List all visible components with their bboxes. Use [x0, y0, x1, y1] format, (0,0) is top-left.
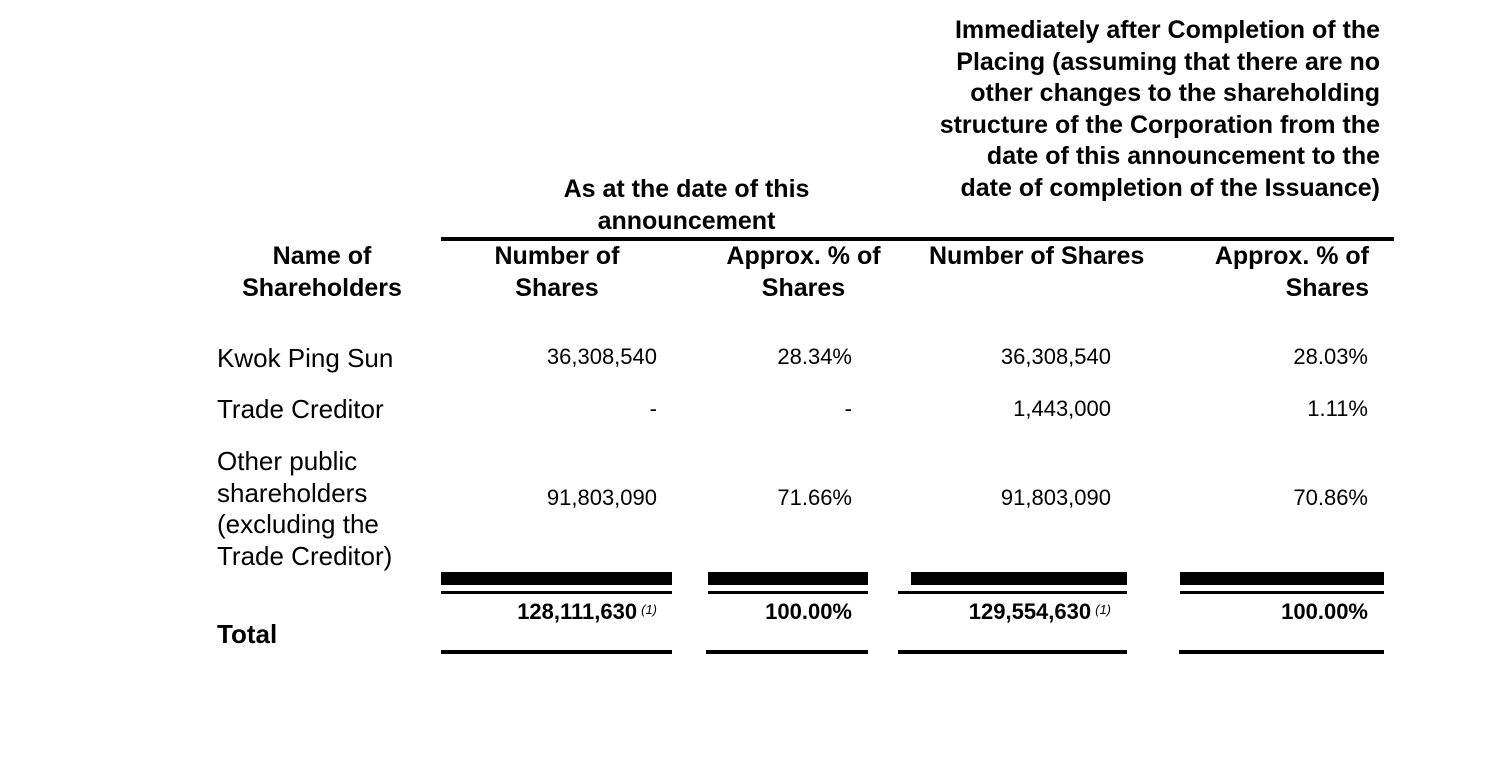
- total-top-rule: [441, 591, 672, 594]
- shares-cell-1: 36,308,540: [546, 344, 657, 369]
- footnote-marker: (1): [641, 602, 657, 617]
- shares-cell-2: 1,443,000: [1013, 396, 1111, 421]
- shares-cell-2: 91,803,090: [1000, 485, 1111, 510]
- pct-cell-2: 1.11%: [1307, 396, 1368, 421]
- total-separator-bar: [441, 572, 672, 585]
- shares-cell-2: 36,308,540: [1000, 344, 1111, 369]
- total-bottom-rule: [441, 650, 672, 654]
- total-bottom-rule: [1179, 650, 1384, 654]
- shareholder-name: Kwok Ping Sun: [217, 343, 394, 373]
- total-shares-2-value: 129,554,630: [968, 599, 1092, 624]
- shares-cell-1: 91,803,090: [546, 485, 657, 510]
- total-label: Total: [217, 619, 278, 649]
- total-bottom-rule: [898, 650, 1127, 654]
- total-pct-2: 100.00%: [1281, 599, 1368, 624]
- pct-cell-2: 28.03%: [1293, 344, 1368, 369]
- total-shares-1-value: 128,111,630: [517, 599, 638, 624]
- pct-cell-1: 71.66%: [777, 485, 852, 510]
- total-separator-bar: [911, 572, 1127, 585]
- group-header-after-completion: Immediately after Completion of the Placing (assuming that there are no other changes to the shareholding structure of the Corporation from the date of this announcement to the date of completion of the Issuance): [939, 16, 1380, 202]
- column-header-pct-1: Approx. % of Shares: [726, 242, 881, 302]
- total-pct-1: 100.00%: [765, 599, 852, 624]
- total-separator-bar: [708, 572, 868, 585]
- pct-cell-2: 70.86%: [1293, 485, 1368, 510]
- column-header-pct-2: Approx. % of Shares: [1214, 242, 1369, 302]
- shareholder-name: Trade Creditor: [217, 394, 384, 424]
- pct-cell-1: 28.34%: [777, 344, 852, 369]
- total-separator-bar: [1180, 572, 1384, 585]
- column-header-shares-1: Number of Shares: [494, 242, 620, 302]
- footnote-marker: (1): [1095, 602, 1111, 617]
- total-top-rule: [898, 591, 1127, 594]
- pct-cell-1: -: [844, 396, 852, 421]
- total-shares-1: [430, 597, 657, 627]
- total-shares-2: [884, 597, 1111, 627]
- shares-cell-1: -: [649, 396, 657, 421]
- shareholder-name: Other public shareholders (excluding the Trade Creditor): [217, 446, 393, 571]
- column-header-name: Name of Shareholders: [242, 242, 402, 302]
- total-top-rule: [1180, 591, 1384, 594]
- group-header-as-at: As at the date of this announcement: [563, 175, 810, 235]
- column-header-shares-2: Number of Shares: [929, 242, 1145, 270]
- total-top-rule: [708, 591, 868, 594]
- total-bottom-rule: [706, 650, 868, 654]
